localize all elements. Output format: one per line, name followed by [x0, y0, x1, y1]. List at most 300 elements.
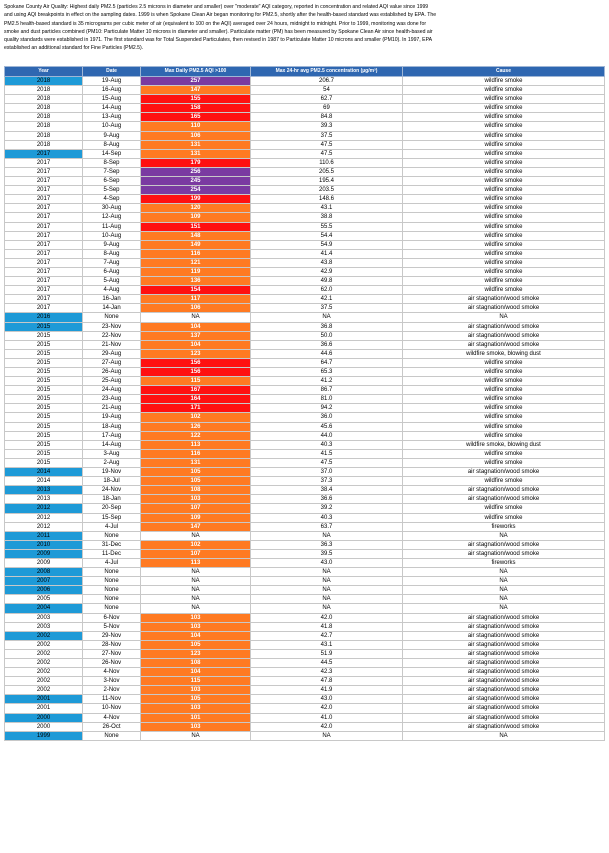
table-row: [5, 149, 605, 158]
year-cell: 2018: [5, 122, 83, 131]
table-row: [5, 713, 605, 722]
year-cell: 2017: [5, 304, 83, 313]
year-cell: 2015: [5, 331, 83, 340]
concentration-cell: NA: [251, 595, 403, 604]
aqi-cell: 164: [141, 395, 251, 404]
table-row: [5, 295, 605, 304]
concentration-cell: 44.0: [251, 431, 403, 440]
concentration-cell: 54: [251, 86, 403, 95]
year-cell: 2017: [5, 213, 83, 222]
aqi-cell: 167: [141, 386, 251, 395]
date-cell: 5-Nov: [83, 622, 141, 631]
aqi-cell: 105: [141, 468, 251, 477]
concentration-cell: 38.4: [251, 486, 403, 495]
date-cell: 6-Sep: [83, 177, 141, 186]
table-row: [5, 668, 605, 677]
cause-cell: air stagnation/wood smoke: [403, 468, 605, 477]
date-cell: 25-Aug: [83, 377, 141, 386]
cause-cell: air stagnation/wood smoke: [403, 631, 605, 640]
cause-cell: wildfire smoke: [403, 77, 605, 86]
header-year: Year: [5, 67, 83, 77]
date-cell: 5-Aug: [83, 277, 141, 286]
date-cell: 29-Aug: [83, 349, 141, 358]
cause-cell: air stagnation/wood smoke: [403, 340, 605, 349]
concentration-cell: 37.5: [251, 131, 403, 140]
table-row: [5, 122, 605, 131]
date-cell: 16-Jan: [83, 295, 141, 304]
aqi-cell: 254: [141, 186, 251, 195]
table-row: [5, 258, 605, 267]
date-cell: None: [83, 531, 141, 540]
header-concentration: Max 24-hr avg PM2.5 concentration (µg/m³): [251, 67, 403, 77]
date-cell: 27-Nov: [83, 649, 141, 658]
concentration-cell: 47.5: [251, 149, 403, 158]
year-cell: 2011: [5, 531, 83, 540]
cause-cell: wildfire smoke: [403, 149, 605, 158]
date-cell: 6-Nov: [83, 613, 141, 622]
date-cell: 28-Nov: [83, 640, 141, 649]
date-cell: 4-Nov: [83, 668, 141, 677]
cause-cell: wildfire smoke: [403, 249, 605, 258]
aqi-cell: 115: [141, 377, 251, 386]
table-row: [5, 449, 605, 458]
concentration-cell: 55.5: [251, 222, 403, 231]
year-cell: 2017: [5, 158, 83, 167]
date-cell: None: [83, 313, 141, 322]
date-cell: 16-Aug: [83, 86, 141, 95]
date-cell: 22-Nov: [83, 331, 141, 340]
table-row: [5, 158, 605, 167]
table-row: [5, 322, 605, 331]
date-cell: 11-Aug: [83, 222, 141, 231]
table-row: [5, 522, 605, 531]
cause-cell: NA: [403, 731, 605, 740]
table-row: [5, 222, 605, 231]
table-row: [5, 549, 605, 558]
aqi-cell: 109: [141, 513, 251, 522]
year-cell: 2018: [5, 140, 83, 149]
concentration-cell: 36.3: [251, 540, 403, 549]
date-cell: 20-Sep: [83, 504, 141, 513]
year-cell: 2017: [5, 231, 83, 240]
year-cell: 2006: [5, 586, 83, 595]
date-cell: 14-Aug: [83, 104, 141, 113]
cause-cell: wildfire smoke: [403, 158, 605, 167]
date-cell: 3-Nov: [83, 677, 141, 686]
date-cell: 6-Aug: [83, 267, 141, 276]
aqi-cell: NA: [141, 313, 251, 322]
table-row: [5, 413, 605, 422]
year-cell: 2018: [5, 86, 83, 95]
table-row: [5, 649, 605, 658]
table-row: [5, 377, 605, 386]
date-cell: 4-Jul: [83, 522, 141, 531]
table-row: [5, 395, 605, 404]
cause-cell: NA: [403, 531, 605, 540]
date-cell: 14-Sep: [83, 149, 141, 158]
concentration-cell: 49.8: [251, 277, 403, 286]
air-quality-table: [4, 66, 605, 741]
aqi-cell: 158: [141, 104, 251, 113]
cause-cell: wildfire smoke: [403, 458, 605, 467]
table-body: [5, 77, 605, 741]
aqi-cell: 149: [141, 240, 251, 249]
concentration-cell: 54.9: [251, 240, 403, 249]
concentration-cell: 45.6: [251, 422, 403, 431]
table-row: [5, 340, 605, 349]
date-cell: None: [83, 731, 141, 740]
cause-cell: wildfire smoke: [403, 104, 605, 113]
cause-cell: NA: [403, 595, 605, 604]
aqi-cell: 154: [141, 286, 251, 295]
cause-cell: air stagnation/wood smoke: [403, 659, 605, 668]
date-cell: 8-Aug: [83, 249, 141, 258]
concentration-cell: 36.6: [251, 340, 403, 349]
year-cell: 2017: [5, 195, 83, 204]
year-cell: 2017: [5, 249, 83, 258]
aqi-cell: 110: [141, 122, 251, 131]
year-cell: 2014: [5, 468, 83, 477]
concentration-cell: 41.2: [251, 377, 403, 386]
year-cell: 2015: [5, 413, 83, 422]
year-cell: 2000: [5, 722, 83, 731]
table-row: [5, 558, 605, 567]
concentration-cell: 54.4: [251, 231, 403, 240]
date-cell: 4-Nov: [83, 713, 141, 722]
aqi-cell: 108: [141, 659, 251, 668]
aqi-cell: 155: [141, 95, 251, 104]
cause-cell: wildfire smoke: [403, 358, 605, 367]
year-cell: 2015: [5, 395, 83, 404]
aqi-cell: 120: [141, 204, 251, 213]
aqi-cell: 131: [141, 149, 251, 158]
cause-cell: fireworks: [403, 558, 605, 567]
aqi-cell: 171: [141, 404, 251, 413]
year-cell: 2005: [5, 595, 83, 604]
aqi-cell: 103: [141, 622, 251, 631]
cause-cell: air stagnation/wood smoke: [403, 331, 605, 340]
aqi-cell: 136: [141, 277, 251, 286]
concentration-cell: 43.0: [251, 695, 403, 704]
cause-cell: wildfire smoke: [403, 513, 605, 522]
aqi-cell: 106: [141, 131, 251, 140]
year-cell: 2017: [5, 204, 83, 213]
table-row: [5, 577, 605, 586]
table-row: [5, 95, 605, 104]
concentration-cell: 37.5: [251, 304, 403, 313]
date-cell: 2-Aug: [83, 458, 141, 467]
cause-cell: wildfire smoke: [403, 167, 605, 176]
year-cell: 2002: [5, 686, 83, 695]
table-row: [5, 286, 605, 295]
concentration-cell: 94.2: [251, 404, 403, 413]
table-row: [5, 358, 605, 367]
table-row: [5, 531, 605, 540]
concentration-cell: 51.9: [251, 649, 403, 658]
year-cell: 2009: [5, 549, 83, 558]
year-cell: 2017: [5, 295, 83, 304]
header-max-aqi: Max Daily PM2.5 AQI >100: [141, 67, 251, 77]
date-cell: 29-Nov: [83, 631, 141, 640]
concentration-cell: NA: [251, 568, 403, 577]
date-cell: 27-Aug: [83, 358, 141, 367]
table-row: [5, 677, 605, 686]
date-cell: 7-Sep: [83, 167, 141, 176]
aqi-cell: 101: [141, 713, 251, 722]
date-cell: 18-Jan: [83, 495, 141, 504]
concentration-cell: 84.8: [251, 113, 403, 122]
cause-cell: NA: [403, 604, 605, 613]
concentration-cell: 36.0: [251, 413, 403, 422]
concentration-cell: 148.6: [251, 195, 403, 204]
table-row: [5, 622, 605, 631]
cause-cell: air stagnation/wood smoke: [403, 704, 605, 713]
table-row: [5, 631, 605, 640]
aqi-cell: NA: [141, 731, 251, 740]
year-cell: 2015: [5, 404, 83, 413]
concentration-cell: 65.3: [251, 368, 403, 377]
year-cell: 2008: [5, 568, 83, 577]
concentration-cell: 206.7: [251, 77, 403, 86]
concentration-cell: 42.1: [251, 295, 403, 304]
date-cell: 5-Sep: [83, 186, 141, 195]
date-cell: 3-Aug: [83, 449, 141, 458]
cause-cell: wildfire smoke: [403, 122, 605, 131]
concentration-cell: 39.5: [251, 549, 403, 558]
date-cell: None: [83, 577, 141, 586]
year-cell: 2010: [5, 540, 83, 549]
table-row: [5, 486, 605, 495]
aqi-cell: 105: [141, 477, 251, 486]
date-cell: 24-Aug: [83, 386, 141, 395]
concentration-cell: 205.5: [251, 167, 403, 176]
year-cell: 2002: [5, 631, 83, 640]
year-cell: 2003: [5, 622, 83, 631]
cause-cell: wildfire smoke: [403, 195, 605, 204]
cause-cell: wildfire smoke: [403, 95, 605, 104]
concentration-cell: 36.8: [251, 322, 403, 331]
cause-cell: air stagnation/wood smoke: [403, 549, 605, 558]
cause-cell: wildfire smoke: [403, 377, 605, 386]
date-cell: 9-Aug: [83, 131, 141, 140]
year-cell: 1999: [5, 731, 83, 740]
cause-cell: air stagnation/wood smoke: [403, 613, 605, 622]
table-row: [5, 131, 605, 140]
year-cell: 2018: [5, 113, 83, 122]
year-cell: 2018: [5, 77, 83, 86]
date-cell: 26-Nov: [83, 659, 141, 668]
aqi-cell: 165: [141, 113, 251, 122]
date-cell: None: [83, 595, 141, 604]
cause-cell: wildfire smoke: [403, 131, 605, 140]
cause-cell: air stagnation/wood smoke: [403, 486, 605, 495]
concentration-cell: 44.6: [251, 349, 403, 358]
concentration-cell: NA: [251, 531, 403, 540]
concentration-cell: 62.0: [251, 286, 403, 295]
date-cell: 26-Oct: [83, 722, 141, 731]
concentration-cell: 42.0: [251, 613, 403, 622]
date-cell: 15-Sep: [83, 513, 141, 522]
cause-cell: wildfire smoke: [403, 113, 605, 122]
table-row: [5, 440, 605, 449]
concentration-cell: NA: [251, 604, 403, 613]
cause-cell: air stagnation/wood smoke: [403, 722, 605, 731]
table-row: [5, 186, 605, 195]
table-row: [5, 468, 605, 477]
cause-cell: wildfire smoke: [403, 431, 605, 440]
aqi-cell: 105: [141, 640, 251, 649]
concentration-cell: 41.5: [251, 449, 403, 458]
concentration-cell: 50.0: [251, 331, 403, 340]
concentration-cell: 42.9: [251, 267, 403, 276]
concentration-cell: NA: [251, 313, 403, 322]
aqi-cell: 119: [141, 267, 251, 276]
year-cell: 2017: [5, 277, 83, 286]
year-cell: 2017: [5, 222, 83, 231]
concentration-cell: 40.3: [251, 513, 403, 522]
aqi-cell: 151: [141, 222, 251, 231]
cause-cell: wildfire smoke: [403, 267, 605, 276]
year-cell: 2017: [5, 186, 83, 195]
date-cell: 12-Aug: [83, 213, 141, 222]
aqi-cell: 102: [141, 540, 251, 549]
aqi-cell: 148: [141, 231, 251, 240]
cause-cell: NA: [403, 313, 605, 322]
concentration-cell: 43.1: [251, 204, 403, 213]
concentration-cell: 81.0: [251, 395, 403, 404]
aqi-cell: 126: [141, 422, 251, 431]
cause-cell: wildfire smoke: [403, 140, 605, 149]
cause-cell: wildfire smoke: [403, 204, 605, 213]
table-header-row: [5, 67, 605, 77]
cause-cell: wildfire smoke: [403, 86, 605, 95]
date-cell: 9-Aug: [83, 240, 141, 249]
table-row: [5, 613, 605, 622]
cause-cell: air stagnation/wood smoke: [403, 649, 605, 658]
aqi-cell: 122: [141, 431, 251, 440]
table-row: [5, 231, 605, 240]
table-row: [5, 404, 605, 413]
table-row: [5, 240, 605, 249]
table-row: [5, 386, 605, 395]
cause-cell: wildfire smoke: [403, 177, 605, 186]
concentration-cell: 40.3: [251, 440, 403, 449]
year-cell: 2015: [5, 322, 83, 331]
table-row: [5, 659, 605, 668]
year-cell: 2017: [5, 177, 83, 186]
concentration-cell: 38.8: [251, 213, 403, 222]
date-cell: 4-Aug: [83, 286, 141, 295]
date-cell: 23-Aug: [83, 395, 141, 404]
year-cell: 2001: [5, 704, 83, 713]
cause-cell: wildfire smoke: [403, 477, 605, 486]
date-cell: 7-Aug: [83, 258, 141, 267]
year-cell: 2015: [5, 358, 83, 367]
concentration-cell: 47.5: [251, 140, 403, 149]
year-cell: 2017: [5, 286, 83, 295]
table-row: [5, 104, 605, 113]
date-cell: 10-Aug: [83, 122, 141, 131]
aqi-cell: 113: [141, 440, 251, 449]
aqi-cell: 156: [141, 358, 251, 367]
cause-cell: air stagnation/wood smoke: [403, 713, 605, 722]
table-row: [5, 731, 605, 740]
table-row: [5, 640, 605, 649]
cause-cell: wildfire smoke, blowing dust: [403, 440, 605, 449]
year-cell: 2002: [5, 649, 83, 658]
concentration-cell: 63.7: [251, 522, 403, 531]
year-cell: 2012: [5, 513, 83, 522]
table-row: [5, 568, 605, 577]
year-cell: 2002: [5, 659, 83, 668]
date-cell: 18-Aug: [83, 422, 141, 431]
year-cell: 2000: [5, 713, 83, 722]
concentration-cell: 42.0: [251, 704, 403, 713]
year-cell: 2017: [5, 167, 83, 176]
concentration-cell: 69: [251, 104, 403, 113]
table-row: [5, 86, 605, 95]
concentration-cell: 44.5: [251, 659, 403, 668]
table-row: [5, 722, 605, 731]
date-cell: 17-Aug: [83, 431, 141, 440]
table-row: [5, 331, 605, 340]
aqi-cell: 104: [141, 340, 251, 349]
date-cell: 8-Sep: [83, 158, 141, 167]
table-row: [5, 195, 605, 204]
aqi-cell: 109: [141, 213, 251, 222]
year-cell: 2015: [5, 440, 83, 449]
table-row: [5, 313, 605, 322]
year-cell: 2018: [5, 95, 83, 104]
year-cell: 2015: [5, 340, 83, 349]
year-cell: 2015: [5, 431, 83, 440]
date-cell: 13-Aug: [83, 113, 141, 122]
date-cell: 14-Aug: [83, 440, 141, 449]
aqi-cell: 104: [141, 668, 251, 677]
year-cell: 2015: [5, 368, 83, 377]
date-cell: 26-Aug: [83, 368, 141, 377]
year-cell: 2014: [5, 477, 83, 486]
aqi-cell: 104: [141, 631, 251, 640]
concentration-cell: 41.4: [251, 249, 403, 258]
table-row: [5, 431, 605, 440]
aqi-cell: NA: [141, 531, 251, 540]
cause-cell: wildfire smoke: [403, 286, 605, 295]
aqi-cell: 103: [141, 686, 251, 695]
aqi-cell: 179: [141, 158, 251, 167]
concentration-cell: 203.5: [251, 186, 403, 195]
date-cell: 21-Aug: [83, 404, 141, 413]
aqi-cell: NA: [141, 568, 251, 577]
year-cell: 2017: [5, 240, 83, 249]
cause-cell: wildfire smoke: [403, 258, 605, 267]
aqi-cell: 199: [141, 195, 251, 204]
date-cell: 24-Nov: [83, 486, 141, 495]
aqi-cell: 137: [141, 331, 251, 340]
aqi-cell: NA: [141, 586, 251, 595]
aqi-cell: 117: [141, 295, 251, 304]
table-row: [5, 504, 605, 513]
year-cell: 2012: [5, 504, 83, 513]
year-cell: 2007: [5, 577, 83, 586]
date-cell: 11-Dec: [83, 549, 141, 558]
cause-cell: air stagnation/wood smoke: [403, 622, 605, 631]
year-cell: 2015: [5, 349, 83, 358]
cause-cell: wildfire smoke: [403, 504, 605, 513]
aqi-cell: 131: [141, 140, 251, 149]
cause-cell: air stagnation/wood smoke: [403, 695, 605, 704]
table-row: [5, 249, 605, 258]
